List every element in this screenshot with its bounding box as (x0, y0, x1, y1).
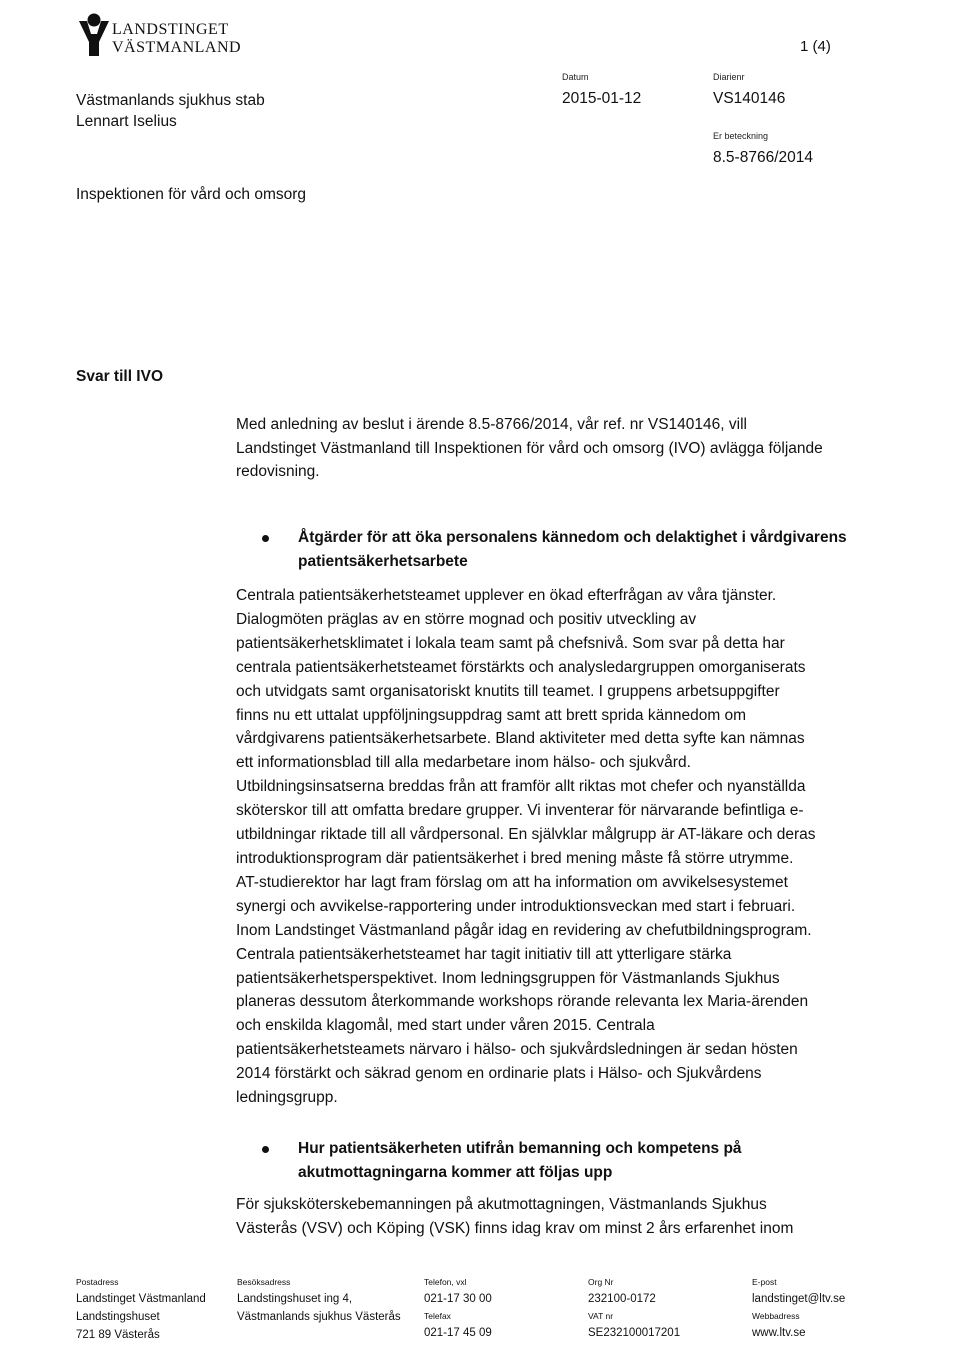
body-line: Centrala patientsäkerhetsteamet upplever en ökad efterfrågan av våra tjänster. (236, 587, 777, 604)
body-line: finns nu ett uttalat uppföljningsuppdrag samt att brett sprida kännedom om (236, 706, 747, 724)
footer-postadress (76, 1274, 206, 1344)
body-line: Inom Landstinget Västmanland pågår idag en revidering av chefutbildningsprogram. (236, 921, 812, 939)
footer-label: Telefon, vxl (424, 1277, 467, 1287)
body-line: ett informationsblad till alla medarbetare inom hälso- och sjukvård. (236, 754, 691, 772)
footer-label: E-post (752, 1277, 777, 1287)
diarienr-value: VS140146 (713, 90, 786, 107)
section1-heading-line: Åtgärder för att öka personalens kännedom och delaktighet i vårdgivarens (298, 529, 847, 546)
body-line: vårdgivarens patientsäkerhetsarbete. Bland aktiviteter med detta syfte kan nämnas (236, 730, 805, 748)
footer-telefon (424, 1274, 492, 1342)
body-line: 2014 förstärkt och säkrad genom en ordinarie plats i Hälso- och Sjukvårdens (236, 1065, 762, 1083)
recipient: Inspektionen för vård och omsorg (76, 186, 307, 203)
footer-label: Telefax (424, 1311, 451, 1321)
footer-value: Landstinget Västmanland (76, 1293, 206, 1305)
page-number: 1 (4) (800, 38, 831, 55)
intro-line: Med anledning av beslut i ärende 8.5-8766/2014, vår ref. nr VS140146, vill (236, 416, 747, 433)
er-beteckning-value: 8.5-8766/2014 (713, 149, 813, 166)
sender-name: Lennart Iselius (76, 113, 177, 130)
footer-epost (752, 1274, 845, 1342)
section2-heading (264, 1137, 884, 1184)
body-line: synergi och avvikelse-rapportering under introduktionsveckan med start i februari. (236, 897, 796, 915)
footer-email-link[interactable]: landstinget@ltv.se (752, 1293, 846, 1305)
footer-value: 721 89 Västerås (76, 1329, 160, 1341)
logo-line-2: VÄSTMANLAND (112, 39, 242, 56)
body-line: och enskilda klagomål, med start under våren 2015. Centrala (236, 1017, 655, 1035)
body-line: patientsäkerhetsteamets närvaro i hälso- och sjukvårdsledningen är sedan hösten (236, 1041, 798, 1059)
body-line: ledningsgrupp. (236, 1089, 338, 1107)
footer-label: VAT nr (588, 1311, 614, 1321)
date-value: 2015-01-12 (562, 90, 642, 107)
footer-label: Webbadress (752, 1311, 800, 1321)
body-line: För sjuksköterskebemanningen på akutmottagningen, Västmanlands Sjukhus (236, 1196, 767, 1213)
body-line: utbildningar riktade till all vårdpersonal. En självklar målgrupp är AT-läkare och deras (236, 826, 816, 844)
logo-line-1: LANDSTINGET (112, 21, 229, 38)
footer-label: Org Nr (588, 1277, 614, 1287)
footer-label: Besöksadress (237, 1277, 291, 1287)
footer-besoksadress (237, 1274, 401, 1326)
logo (78, 12, 268, 56)
body-line: sköterskor till att omfatta bredare grupper. Vi inventerar för närvarande befintliga e- (236, 802, 804, 820)
section2-heading-line: Hur patientsäkerheten utifrån bemanning och kompetens på (298, 1140, 742, 1157)
body-line: Centrala patientsäkerhetsteamet har tagit initiativ till att ytterligare stärka (236, 945, 732, 963)
footer-value: Landstingshuset ing 4, (237, 1293, 353, 1305)
body-line: introduktionsprogram där patientsäkerhet i bred mening måste få större utrymme. (236, 849, 794, 867)
body-line: patientsäkerhetsklimatet i lokala team samt på chefsnivå. Som svar på detta har (236, 634, 785, 652)
bullet-icon (262, 1146, 269, 1153)
section2-body (236, 1193, 876, 1240)
diarienr-label: Diarienr (713, 72, 745, 82)
footer-value: Västmanlands sjukhus Västerås (237, 1311, 401, 1323)
footer-value: 021-17 45 09 (424, 1327, 492, 1339)
footer-value: Landstingshuset (76, 1311, 160, 1323)
footer-web-link[interactable]: www.ltv.se (752, 1327, 806, 1339)
sender-block (76, 90, 265, 132)
footer-label: Postadress (76, 1277, 119, 1287)
body-line: Utbildningsinsatserna breddas från att framför allt riktas mot chefer och nyanställda (236, 778, 806, 796)
body-line: patientsäkerhetsperspektivet. Inom ledningsgruppen för Västmanlands Sjukhus (236, 969, 780, 987)
footer-orgnr (588, 1274, 680, 1342)
intro-paragraph (236, 413, 876, 484)
date-label: Datum (562, 72, 589, 82)
body-line: och utvidgats samt organisatoriskt knutits till teamet. I gruppens arbetsuppgifter (236, 682, 780, 700)
footer-value: 021-17 30 00 (424, 1293, 492, 1305)
section1-heading-line: patientsäkerhetsarbete (298, 552, 468, 570)
er-beteckning-label: Er beteckning (713, 131, 769, 141)
footer-value: SE232100017201 (588, 1327, 681, 1339)
section2-heading-line: akutmottagningarna kommer att följas upp (298, 1163, 613, 1181)
intro-line: Landstinget Västmanland till Inspektionen för vård och omsorg (IVO) avlägga följande (236, 439, 823, 457)
body-line: planeras dessutom återkommande workshops rörande relevanta lex Maria-ärenden (236, 993, 809, 1011)
section1-body (236, 584, 876, 1110)
landstinget-emblem-icon (78, 12, 110, 56)
intro-line: redovisning. (236, 463, 320, 480)
body-line: centrala patientsäkerhetsteamet förstärkts och analysledargruppen omorganiserats (236, 658, 806, 676)
body-line: Dialogmöten präglas av en större mognad och positiv utveckling av (236, 610, 697, 628)
body-line: Västerås (VSV) och Köping (VSK) finns idag krav om minst 2 års erfarenhet inom (236, 1219, 794, 1237)
sender-unit: Västmanlands sjukhus stab (76, 92, 265, 109)
footer-value: 232100-0172 (588, 1293, 656, 1305)
subject-heading: Svar till IVO (76, 368, 164, 385)
section1-heading (264, 526, 884, 573)
bullet-icon (262, 535, 269, 542)
body-line: AT-studierektor har lagt fram förslag om att ha information om avvikelsesystemet (236, 873, 788, 891)
